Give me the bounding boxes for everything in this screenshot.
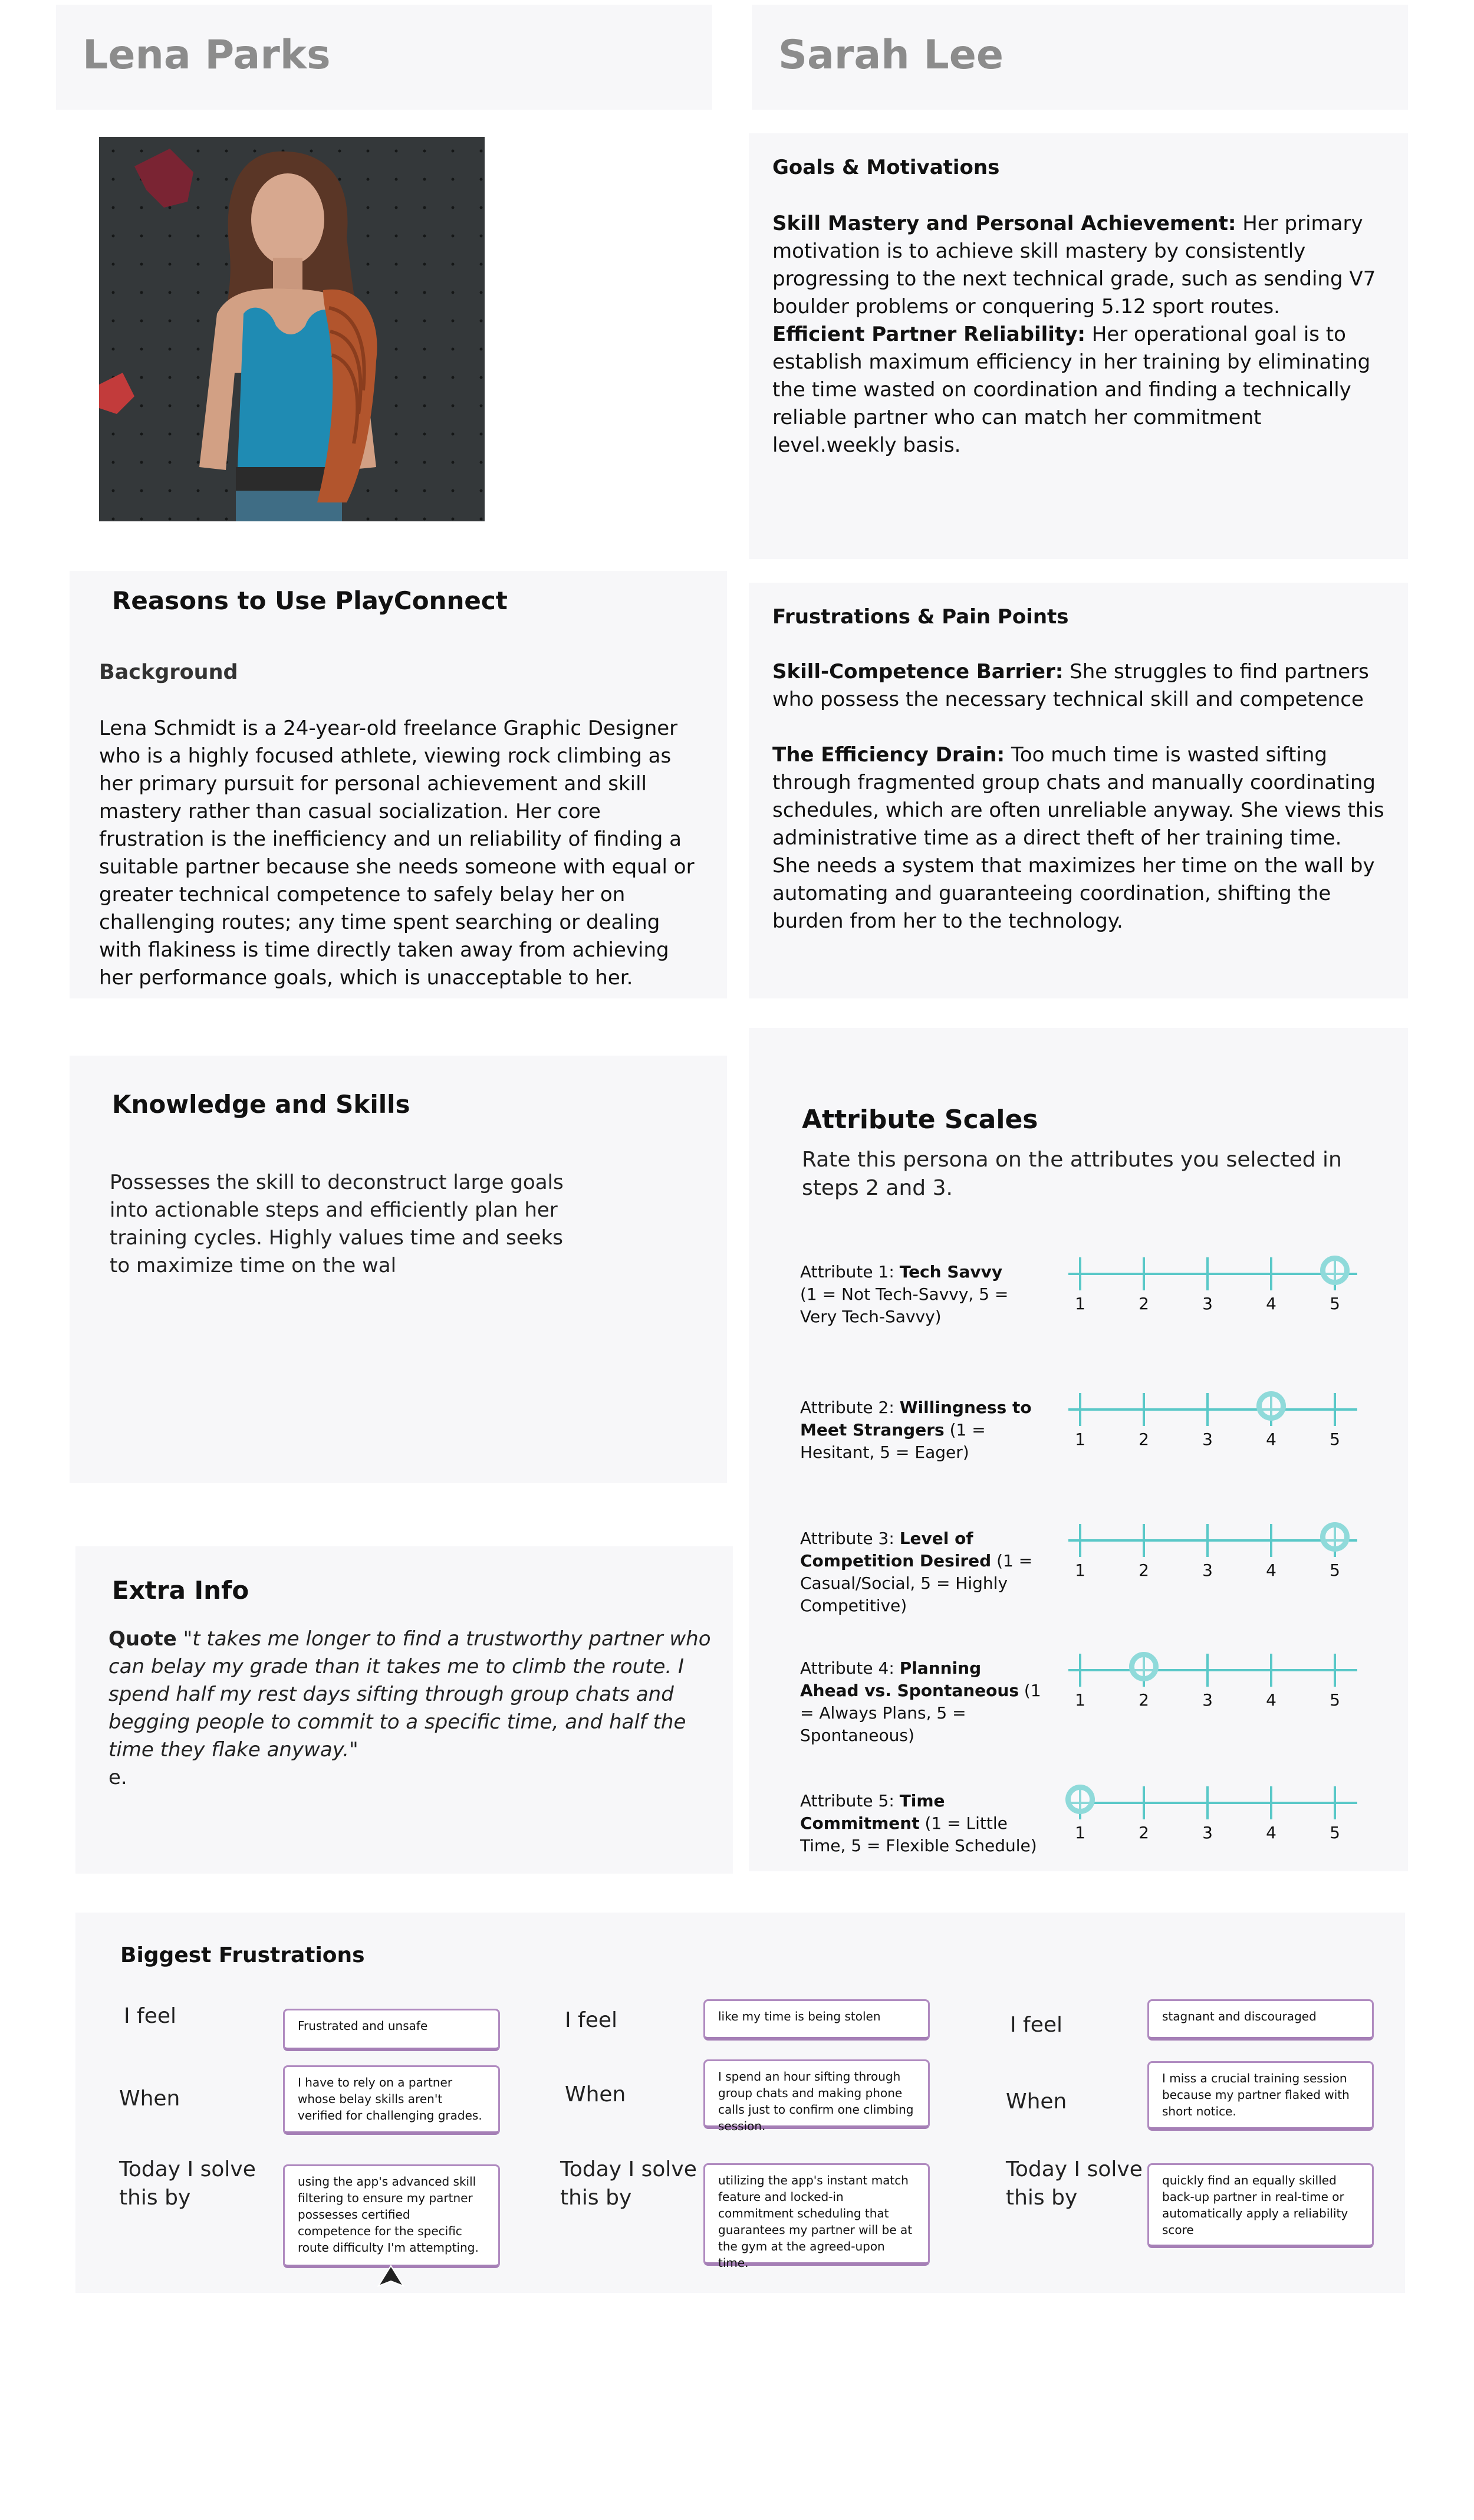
knowledge-text: Possesses the skill to deconstruct large goals into actionable steps and efficiently plan her training cycles. Highly values time and seeks to maximize time on the wal (110, 1171, 564, 1277)
scale-number-3: 3 (1202, 1690, 1213, 1710)
scale-line (1068, 1539, 1357, 1542)
attribute-prefix: Attribute 1: (800, 1262, 900, 1282)
reasons-subtitle: Background (99, 661, 238, 684)
attribute-scale-5[interactable] (1068, 1786, 1357, 1842)
goals-panel (749, 133, 1408, 559)
attribute-scale-1[interactable] (1068, 1257, 1357, 1313)
persona-right-name: Sarah Lee (778, 32, 1003, 78)
scale-number-3: 3 (1202, 1430, 1213, 1449)
scale-number-4: 4 (1266, 1823, 1276, 1842)
scale-number-1: 1 (1075, 1560, 1085, 1580)
mouse-cursor-icon (377, 2265, 404, 2288)
scale-tick-2 (1143, 1524, 1145, 1557)
col1-solve-box: using the app's advanced skill filtering to ensure my partner possesses certified competence for the specific route difficulty I'm attempting. (283, 2164, 500, 2268)
scale-tick-4 (1270, 1524, 1272, 1557)
attribute-name: Planning Ahead vs. Spontaneous (800, 1658, 1019, 1700)
scale-tick-4 (1270, 1654, 1272, 1687)
attribute-prefix: Attribute 4: (800, 1658, 900, 1678)
attribute-label-3 (800, 1527, 1042, 1617)
col1-when-label: When (119, 2087, 180, 2111)
quote-text: "t takes me longer to find a trustworthy partner who can belay my grade than it takes me to climb the route. I spend half my rest days sifting through group chats and begging people to commit to a specific time, and half the time they flake anyway." (108, 1627, 711, 1762)
scale-number-5: 5 (1330, 1560, 1340, 1580)
attribute-label-1 (800, 1261, 1042, 1328)
col1-feel-label: I feel (124, 2004, 177, 2028)
scale-number-5: 5 (1330, 1690, 1340, 1710)
attribute-prefix: Attribute 3: (800, 1529, 900, 1548)
col3-feel-box: stagnant and discouraged (1147, 1999, 1374, 2041)
scale-number-1: 1 (1075, 1294, 1085, 1313)
scale-number-4: 4 (1266, 1560, 1276, 1580)
extra-info-text (108, 1625, 716, 1792)
scale-number-1: 1 (1075, 1823, 1085, 1842)
scale-tick-5 (1334, 1393, 1336, 1426)
scale-tick-5 (1334, 1786, 1336, 1819)
scale-tick-2 (1143, 1393, 1145, 1426)
scale-tick-1 (1079, 1393, 1081, 1426)
attribute-desc: (1 = Hesitant, 5 = Eager) (800, 1420, 986, 1462)
col1-feel-box: Frustrated and unsafe (283, 2009, 500, 2051)
persona-left-name: Lena Parks (83, 32, 331, 78)
scale-rating-marker[interactable] (1129, 1652, 1159, 1681)
scale-line (1068, 1669, 1357, 1671)
col3-feel-label: I feel (1010, 2013, 1063, 2037)
scale-number-2: 2 (1139, 1560, 1149, 1580)
attribute-desc: (1 = Not Tech-Savvy, 5 = Very Tech-Savvy) (800, 1284, 1009, 1326)
scale-number-4: 4 (1266, 1430, 1276, 1449)
scale-number-5: 5 (1330, 1823, 1340, 1842)
goals-title: Goals & Motivations (772, 156, 1000, 179)
scale-tick-3 (1206, 1524, 1209, 1557)
attribute-prefix: Attribute 5: (800, 1791, 900, 1811)
frustrations-panel (749, 583, 1408, 998)
attribute-desc: (1 = Always Plans, 5 = Spontaneous) (800, 1681, 1041, 1745)
scale-rating-marker[interactable] (1320, 1522, 1350, 1552)
scale-tick-5 (1334, 1654, 1336, 1687)
col2-solve-box: utilizing the app's instant match feature and locked-in commitment scheduling that guarantees my partner will be at the gym at the agreed-upon time. (703, 2163, 930, 2266)
attribute-desc: (1 = Little Time, 5 = Flexible Schedule) (800, 1813, 1037, 1855)
scale-tick-3 (1206, 1257, 1209, 1290)
goals-item1-text: Her primary motivation is to achieve skill mastery by consistently progressing to the next technical grade, such as sending V7 boulder problems or conquering 5.12 sport routes. (772, 212, 1376, 318)
scale-tick-4 (1270, 1786, 1272, 1819)
scale-number-4: 4 (1266, 1294, 1276, 1313)
scale-tick-1 (1079, 1257, 1081, 1290)
col2-feel-label: I feel (565, 2008, 618, 2032)
attribute-scale-4[interactable] (1068, 1654, 1357, 1710)
col3-when-label: When (1006, 2089, 1067, 2114)
scale-number-1: 1 (1075, 1430, 1085, 1449)
attribute-label-5 (800, 1790, 1042, 1857)
scale-tick-3 (1206, 1786, 1209, 1819)
persona-left-name-panel (56, 5, 712, 110)
scale-tick-3 (1206, 1654, 1209, 1687)
scale-number-2: 2 (1139, 1823, 1149, 1842)
extra-info-panel (75, 1546, 733, 1874)
biggest-frustrations-title: Biggest Frustrations (120, 1943, 365, 1967)
col2-when-box: I spend an hour sifting through group chats and making phone calls just to confirm one climbing session. (703, 2059, 930, 2129)
attributes-subtitle: Rate this persona on the attributes you selected in steps 2 and 3. (802, 1148, 1342, 1200)
scale-tick-2 (1143, 1257, 1145, 1290)
col1-when-box: I have to rely on a partner whose belay skills aren't verified for challenging grades. (283, 2065, 500, 2135)
goals-item2-heading: Efficient Partner Reliability: (772, 323, 1085, 346)
scale-number-5: 5 (1330, 1430, 1340, 1449)
attribute-desc: (1 = Casual/Social, 5 = Highly Competitive) (800, 1551, 1033, 1615)
frustrations-item2-heading: The Efficiency Drain: (772, 743, 1005, 767)
persona-right-name-panel (752, 5, 1408, 110)
col2-when-label: When (565, 2082, 626, 2107)
col3-when-box: I miss a crucial training session because my partner flaked with short notice. (1147, 2061, 1374, 2131)
scale-tick-1 (1079, 1524, 1081, 1557)
knowledge-panel (70, 1056, 727, 1483)
scale-number-5: 5 (1330, 1294, 1340, 1313)
extra-info-trailing: e. (108, 1766, 127, 1789)
col1-solve-label: Today I solve this by (119, 2157, 256, 2210)
scale-tick-2 (1143, 1786, 1145, 1819)
scale-rating-marker[interactable] (1320, 1256, 1350, 1285)
attribute-name: Tech Savvy (899, 1262, 1003, 1282)
extra-info-title: Extra Info (112, 1576, 249, 1605)
attribute-label-4 (800, 1657, 1042, 1747)
frustrations-text (772, 658, 1386, 935)
climber-photo-illustration (99, 137, 485, 521)
attribute-prefix: Attribute 2: (800, 1398, 900, 1417)
knowledge-title: Knowledge and Skills (112, 1090, 410, 1119)
scale-line (1068, 1802, 1357, 1804)
scale-number-3: 3 (1202, 1823, 1213, 1842)
attribute-name: Time Commitment (800, 1791, 945, 1833)
scale-number-1: 1 (1075, 1690, 1085, 1710)
scale-number-3: 3 (1202, 1294, 1213, 1313)
scale-number-2: 2 (1139, 1690, 1149, 1710)
frustrations-title: Frustrations & Pain Points (772, 605, 1069, 629)
scale-number-3: 3 (1202, 1560, 1213, 1580)
scale-rating-marker[interactable] (1256, 1391, 1286, 1421)
scale-tick-1 (1079, 1654, 1081, 1687)
attributes-title: Attribute Scales (802, 1105, 1038, 1135)
col2-feel-box: like my time is being stolen (703, 1999, 930, 2041)
scale-tick-4 (1270, 1257, 1272, 1290)
persona-photo (99, 137, 485, 521)
quote-label: Quote (108, 1627, 177, 1651)
frustrations-item2-text: Too much time is wasted sifting through fragmented group chats and manually coordinating schedules, which are often unreliable anyway. She views this administrative time as a direct theft of her training time. She needs a system that maximizes her time on the wall by automating and guaranteeing coordination, shifting the burden from her to the technology. (772, 743, 1384, 933)
col3-solve-label: Today I solve this by (1006, 2157, 1143, 2210)
attribute-label-2 (800, 1397, 1042, 1464)
attribute-name: Willingness to Meet Strangers (800, 1398, 1032, 1440)
goals-item2-text: Her operational goal is to establish maximum efficiency in her training by eliminating the time wasted on coordination and finding a technically reliable partner who can match her commitment level.weekly basis. (772, 323, 1371, 457)
col2-solve-label: Today I solve this by (560, 2157, 697, 2210)
scale-number-2: 2 (1139, 1294, 1149, 1313)
col3-solve-box: quickly find an equally skilled back-up partner in real-time or automatically apply a reliability score (1147, 2163, 1374, 2248)
scale-number-2: 2 (1139, 1430, 1149, 1449)
frustrations-item1-heading: Skill-Competence Barrier: (772, 660, 1064, 684)
attribute-scale-3[interactable] (1068, 1524, 1357, 1580)
reasons-title: Reasons to Use PlayConnect (112, 586, 508, 615)
scale-line (1068, 1408, 1357, 1411)
scale-line (1068, 1273, 1357, 1275)
reasons-text: Lena Schmidt is a 24-year-old freelance Graphic Designer who is a highly focused athlete, viewing rock climbing as her primary pursuit for personal achievement and skill mastery rather than casual socialization. Her core frustration is the inefficiency and un reliability of finding a suitable partner because she needs someone with equal or greater technical competence to safely belay her on challenging routes; any time spent searching or dealing with flakiness is time directly taken away from achieving her performance goals, which is unacceptable to her. (99, 717, 695, 990)
scale-rating-marker[interactable] (1065, 1785, 1095, 1814)
attribute-scale-2[interactable] (1068, 1393, 1357, 1449)
goals-text (772, 210, 1386, 459)
scale-tick-3 (1206, 1393, 1209, 1426)
frustrations-item1-text: She struggles to find partners who possess the necessary technical skill and competence (772, 660, 1369, 711)
attribute-name: Level of Competition Desired (800, 1529, 992, 1571)
goals-item1-heading: Skill Mastery and Personal Achievement: (772, 212, 1236, 235)
scale-number-4: 4 (1266, 1690, 1276, 1710)
reasons-panel (70, 571, 727, 998)
